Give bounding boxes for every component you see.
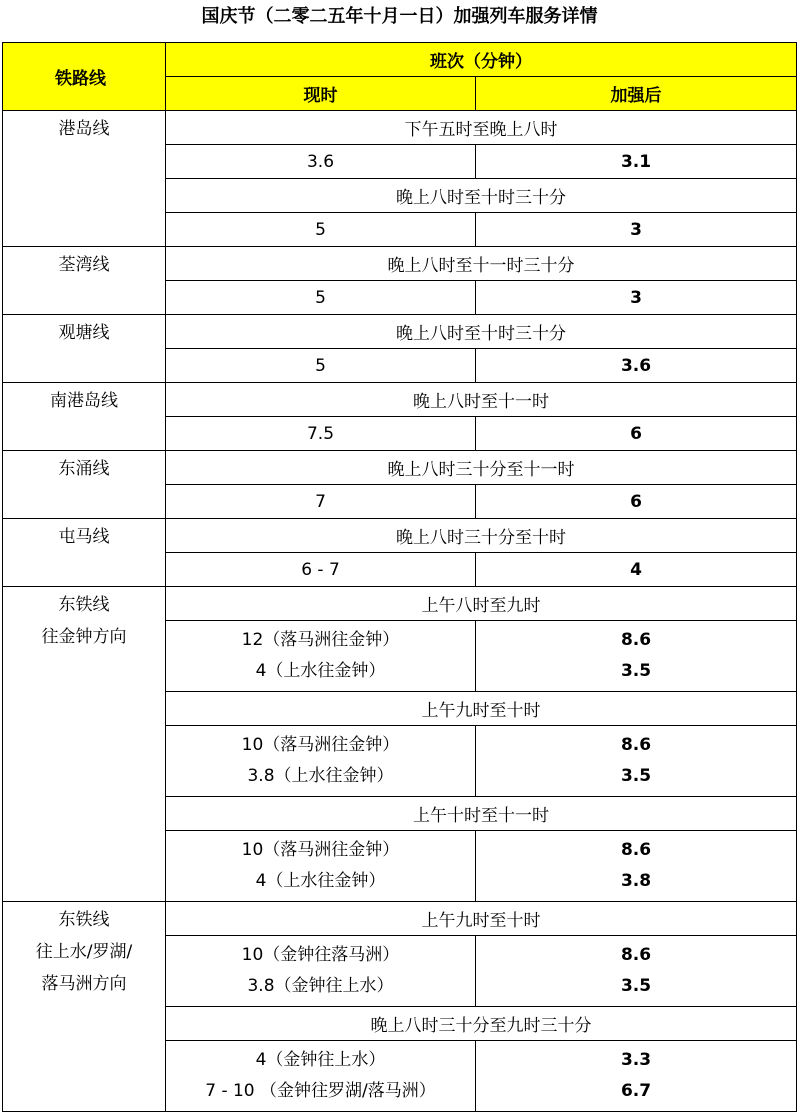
service-table [2, 42, 797, 1112]
current-value: 3.8（金钟往上水） [247, 976, 394, 996]
period-row [3, 383, 797, 417]
line-name: 东铁线 [58, 595, 110, 615]
enhanced-value: 8.6 [620, 735, 652, 755]
enhanced-headway [476, 213, 797, 247]
current-headway [166, 213, 476, 247]
enhanced-value: 3.6 [620, 355, 652, 376]
header-row [3, 43, 797, 77]
line-name-cell [3, 519, 166, 587]
current-value: 3.8（上水往金钟） [247, 766, 394, 786]
period-row [3, 315, 797, 349]
period-time: 上午九时至十时 [166, 902, 797, 936]
period-row [3, 587, 797, 621]
enhanced-headway [476, 417, 797, 451]
current-headway [166, 145, 476, 179]
period-time: 上午八时至九时 [166, 587, 797, 621]
current-value: 3.6 [306, 151, 335, 172]
line-name: 东涌线 [58, 459, 110, 479]
current-headway [166, 936, 476, 1007]
period-row [3, 902, 797, 936]
period-row [3, 451, 797, 485]
current-headway [166, 726, 476, 797]
enhanced-headway [476, 936, 797, 1007]
enhanced-headway [476, 621, 797, 692]
enhanced-value: 3.8 [620, 871, 652, 891]
line-name-cell [3, 902, 166, 1112]
line-name-cell [3, 315, 166, 383]
period-time: 晚上八时三十分至九时三十分 [166, 1007, 797, 1041]
enhanced-value: 3 [630, 287, 642, 308]
line-name: 落马洲方向 [41, 974, 127, 994]
enhanced-value: 6 [630, 423, 642, 444]
enhanced-headway [476, 281, 797, 315]
current-headway [166, 485, 476, 519]
period-time: 晚上八时至十一时三十分 [166, 247, 797, 281]
line-name-cell [3, 451, 166, 519]
period-row [3, 247, 797, 281]
header-line: 铁路线 [3, 43, 166, 111]
enhanced-value: 3 [630, 219, 642, 240]
line-name: 往金钟方向 [41, 627, 127, 647]
line-name: 南港岛线 [50, 391, 118, 411]
period-time: 下午五时至晚上八时 [166, 111, 797, 145]
enhanced-headway [476, 553, 797, 587]
line-name: 观塘线 [58, 323, 110, 343]
enhanced-value: 8.6 [620, 630, 652, 650]
current-headway [166, 281, 476, 315]
period-time: 晚上八时至十时三十分 [166, 315, 797, 349]
current-value: 10（金钟往落马洲） [241, 945, 400, 965]
current-value: 4（金钟往上水） [255, 1050, 386, 1070]
line-name: 东铁线 [58, 910, 110, 930]
period-time: 晚上八时三十分至十时 [166, 519, 797, 553]
enhanced-headway [476, 1041, 797, 1112]
header-enhanced: 加强后 [476, 77, 797, 111]
current-value: 4（上水往金钟） [255, 661, 386, 681]
header-headway: 班次（分钟） [166, 43, 797, 77]
line-name-cell [3, 111, 166, 247]
current-headway [166, 1041, 476, 1112]
current-value: 7 - 10 （金钟往罗湖/落马洲） [205, 1081, 436, 1101]
current-value: 10（落马洲往金钟） [241, 735, 400, 755]
current-value: 6 - 7 [301, 559, 340, 580]
current-value: 10（落马洲往金钟） [241, 840, 400, 860]
line-name: 港岛线 [58, 119, 110, 139]
period-row [3, 519, 797, 553]
line-name: 屯马线 [58, 527, 110, 547]
period-row [3, 111, 797, 145]
enhanced-headway [476, 349, 797, 383]
enhanced-value: 4 [630, 559, 642, 580]
line-name-cell [3, 587, 166, 902]
current-headway [166, 553, 476, 587]
enhanced-value: 3.3 [620, 1050, 652, 1070]
period-time: 晚上八时三十分至十一时 [166, 451, 797, 485]
period-time: 晚上八时至十时三十分 [166, 179, 797, 213]
current-headway [166, 831, 476, 902]
line-name-cell [3, 383, 166, 451]
current-value: 5 [315, 219, 326, 240]
line-name: 往上水/罗湖/ [35, 942, 133, 962]
enhanced-value: 6.7 [620, 1081, 652, 1101]
line-name-cell [3, 247, 166, 315]
current-headway [166, 417, 476, 451]
enhanced-headway [476, 726, 797, 797]
enhanced-value: 8.6 [620, 840, 652, 860]
current-value: 7 [315, 491, 326, 512]
enhanced-value: 3.5 [620, 661, 652, 681]
enhanced-headway [476, 145, 797, 179]
current-value: 4（上水往金钟） [255, 871, 386, 891]
enhanced-value: 3.1 [620, 151, 652, 172]
enhanced-value: 8.6 [620, 945, 652, 965]
period-time: 晚上八时至十一时 [166, 383, 797, 417]
current-value: 5 [315, 355, 326, 376]
current-value: 12（落马洲往金钟） [241, 630, 400, 650]
enhanced-value: 3.5 [620, 976, 652, 996]
line-name: 荃湾线 [58, 255, 110, 275]
enhanced-headway [476, 485, 797, 519]
enhanced-value: 6 [630, 491, 642, 512]
page-title: 国庆节（二零二五年十月一日）加强列车服务详情 [201, 6, 598, 27]
enhanced-headway [476, 831, 797, 902]
enhanced-value: 3.5 [620, 766, 652, 786]
current-headway [166, 349, 476, 383]
current-headway [166, 621, 476, 692]
period-time: 上午十时至十一时 [166, 797, 797, 831]
current-value: 7.5 [306, 423, 335, 444]
current-value: 5 [315, 287, 326, 308]
header-current: 现时 [166, 77, 476, 111]
period-time: 上午九时至十时 [166, 692, 797, 726]
